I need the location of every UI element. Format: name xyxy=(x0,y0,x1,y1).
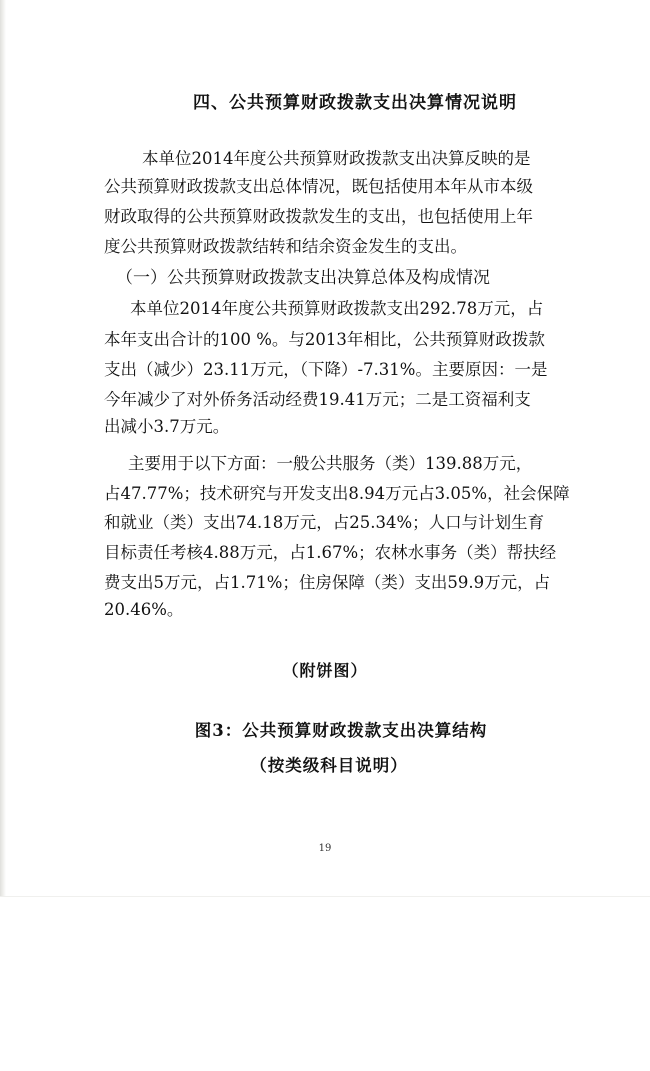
subsection-title: （一）公共预算财政拨款支出决算总体及构成情况 xyxy=(116,268,490,288)
page-number: 19 xyxy=(318,843,332,854)
usage-line: 主要用于以下方面：一般公共服务（类）139.88万元， xyxy=(128,454,533,473)
section-title: 四、公共预算财政拨款支出决算情况说明 xyxy=(193,93,517,113)
usage-line: 和就业（类）支出74.18万元，占25.34%；人口与计划生育 xyxy=(104,513,545,532)
overview-line: 本单位2014年度公共预算财政拨款支出292.78万元，占 xyxy=(130,299,544,318)
figure-subtitle: （按类级科目说明） xyxy=(250,756,408,775)
figure-label: （附饼图） xyxy=(282,661,368,680)
intro-line: 财政取得的公共预算财政拨款发生的支出，也包括使用上年 xyxy=(104,207,533,226)
figure-title: 图3：公共预算财政拨款支出决算结构 xyxy=(194,721,488,740)
usage-line: 占47.77%；技术研究与开发支出8.94万元占3.05%，社会保障 xyxy=(104,484,570,503)
overview-line: 本年支出合计的100 %。与2013年相比，公共预算财政拨款 xyxy=(104,330,545,349)
usage-line: 20.46%。 xyxy=(104,600,184,619)
intro-line: 本单位2014年度公共预算财政拨款支出决算反映的是 xyxy=(142,149,531,168)
intro-line: 公共预算财政拨款支出总体情况，既包括使用本年从市本级 xyxy=(104,177,533,196)
intro-line: 度公共预算财政拨款结转和结余资金发生的支出。 xyxy=(104,237,467,256)
overview-line: 支出（减少）23.11万元，（下降）-7.31%。主要原因：一是 xyxy=(104,360,548,379)
usage-line: 费支出5万元，占1.71%；住房保障（类）支出59.9万元，占 xyxy=(104,573,551,592)
page-bottom-margin xyxy=(0,896,650,1071)
usage-line: 目标责任考核4.88万元，占1.67%；农林水事务（类）帮扶经 xyxy=(104,543,557,562)
overview-line: 出减小3.7万元。 xyxy=(104,417,230,436)
overview-line: 今年减少了对外侨务活动经费19.41万元；二是工资福利支 xyxy=(104,390,531,409)
